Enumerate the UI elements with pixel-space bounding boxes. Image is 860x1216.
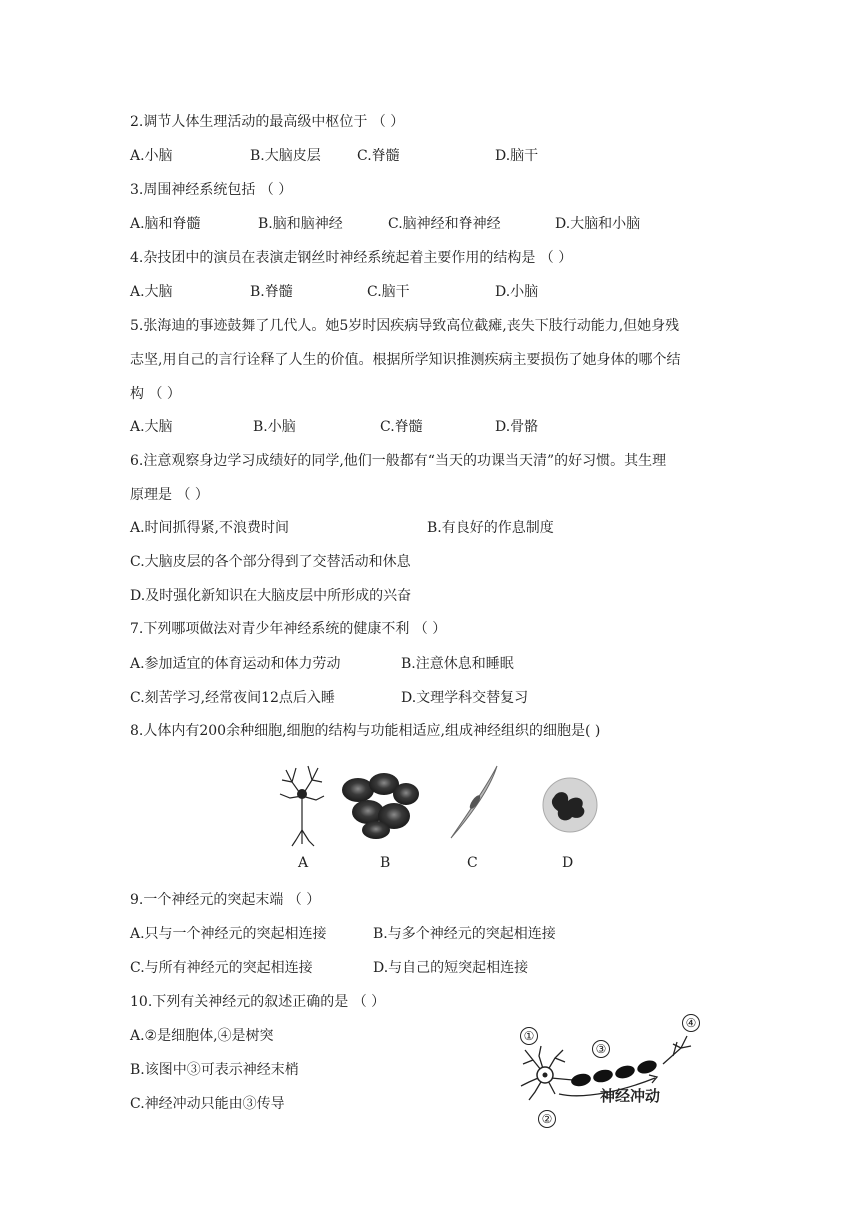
q2-option-c: C.脊髓 — [357, 148, 400, 164]
marker-3: ③ — [592, 1040, 610, 1058]
nerve-impulse-caption: 神经冲动 — [600, 1087, 661, 1105]
q9-option-c: C.与所有神经元的突起相连接 — [130, 960, 313, 976]
question-10-stem: 10.下列有关神经元的叙述正确的是 （ ） — [130, 994, 386, 1010]
q3-option-c: C.脑神经和脊神经 — [388, 216, 501, 232]
q7-option-d: D.文理学科交替复习 — [401, 690, 529, 706]
q3-option-d: D.大脑和小脑 — [555, 216, 641, 232]
question-3-stem: 3.周围神经系统包括 （ ） — [130, 182, 293, 198]
q2-option-a: A.小脑 — [130, 148, 173, 164]
q9-option-a: A.只与一个神经元的突起相连接 — [130, 926, 327, 942]
q7-option-b: B.注意休息和睡眠 — [401, 656, 514, 672]
q2-option-b: B.大脑皮层 — [250, 148, 321, 164]
question-5-stem-line-2: 志坚,用自己的言行诠释了人生的价值。根据所学知识推测疾病主要损伤了她身体的哪个结 — [130, 352, 681, 368]
q9-option-b: B.与多个神经元的突起相连接 — [373, 926, 556, 942]
q4-option-d: D.小脑 — [495, 284, 539, 300]
figure-label-b: B — [380, 855, 391, 871]
q7-option-a: A.参加适宜的体育运动和体力劳动 — [130, 656, 341, 672]
marker-1: ① — [520, 1027, 538, 1045]
q4-option-b: B.脊髓 — [250, 284, 293, 300]
question-6-stem-line-1: 6.注意观察身边学习成绩好的同学,他们一般都有“当天的功课当天清”的好习惯。其生理 — [130, 453, 667, 469]
muscle-cell-image — [445, 762, 505, 842]
figure-label-a: A — [298, 855, 309, 871]
q10-option-c: C.神经冲动只能由③传导 — [130, 1096, 285, 1112]
q6-option-d: D.及时强化新知识在大脑皮层中所形成的兴奋 — [130, 588, 412, 604]
question-2-stem: 2.调节人体生理活动的最高级中枢位于 （ ） — [130, 114, 405, 130]
q4-option-a: A.大脑 — [130, 284, 173, 300]
q10-option-a: A.②是细胞体,④是树突 — [130, 1028, 274, 1044]
white-blood-cell-image — [540, 775, 600, 835]
question-9-stem: 9.一个神经元的突起末端 （ ） — [130, 892, 321, 908]
q5-option-d: D.骨骼 — [495, 419, 539, 435]
q4-option-c: C.脑干 — [367, 284, 410, 300]
q5-option-c: C.脊髓 — [380, 419, 423, 435]
q5-option-a: A.大脑 — [130, 419, 173, 435]
question-8-stem: 8.人体内有200余种细胞,细胞的结构与功能相适应,组成神经组织的细胞是( ) — [130, 723, 601, 739]
neuron-cell-image — [272, 760, 332, 850]
question-4-stem: 4.杂技团中的演员在表演走钢丝时神经系统起着主要作用的结构是 （ ） — [130, 250, 573, 266]
q9-option-d: D.与自己的短突起相连接 — [373, 960, 529, 976]
q6-option-b: B.有良好的作息制度 — [427, 520, 554, 536]
figure-label-d: D — [562, 855, 574, 871]
q6-option-a: A.时间抓得紧,不浪费时间 — [130, 520, 290, 536]
marker-2: ② — [538, 1110, 556, 1128]
question-7-stem: 7.下列哪项做法对青少年神经系统的健康不利 （ ） — [130, 621, 447, 637]
question-5-stem-line-3: 构 （ ） — [130, 386, 181, 402]
q2-option-d: D.脑干 — [495, 148, 539, 164]
q3-option-b: B.脑和脑神经 — [258, 216, 343, 232]
q5-option-b: B.小脑 — [253, 419, 296, 435]
figure-label-c: C — [467, 855, 478, 871]
question-6-stem-line-2: 原理是 （ ） — [130, 487, 209, 503]
q6-option-c: C.大脑皮层的各个部分得到了交替活动和休息 — [130, 554, 411, 570]
q7-option-c: C.刻苦学习,经常夜间12点后入睡 — [130, 690, 335, 706]
q3-option-a: A.脑和脊髓 — [130, 216, 201, 232]
red-blood-cells-image — [340, 770, 420, 840]
marker-4: ④ — [682, 1014, 700, 1032]
q10-option-b: B.该图中③可表示神经末梢 — [130, 1062, 299, 1078]
question-5-stem-line-1: 5.张海迪的事迹鼓舞了几代人。她5岁时因疾病导致高位截瘫,丧失下肢行动能力,但她身残 — [130, 318, 680, 334]
